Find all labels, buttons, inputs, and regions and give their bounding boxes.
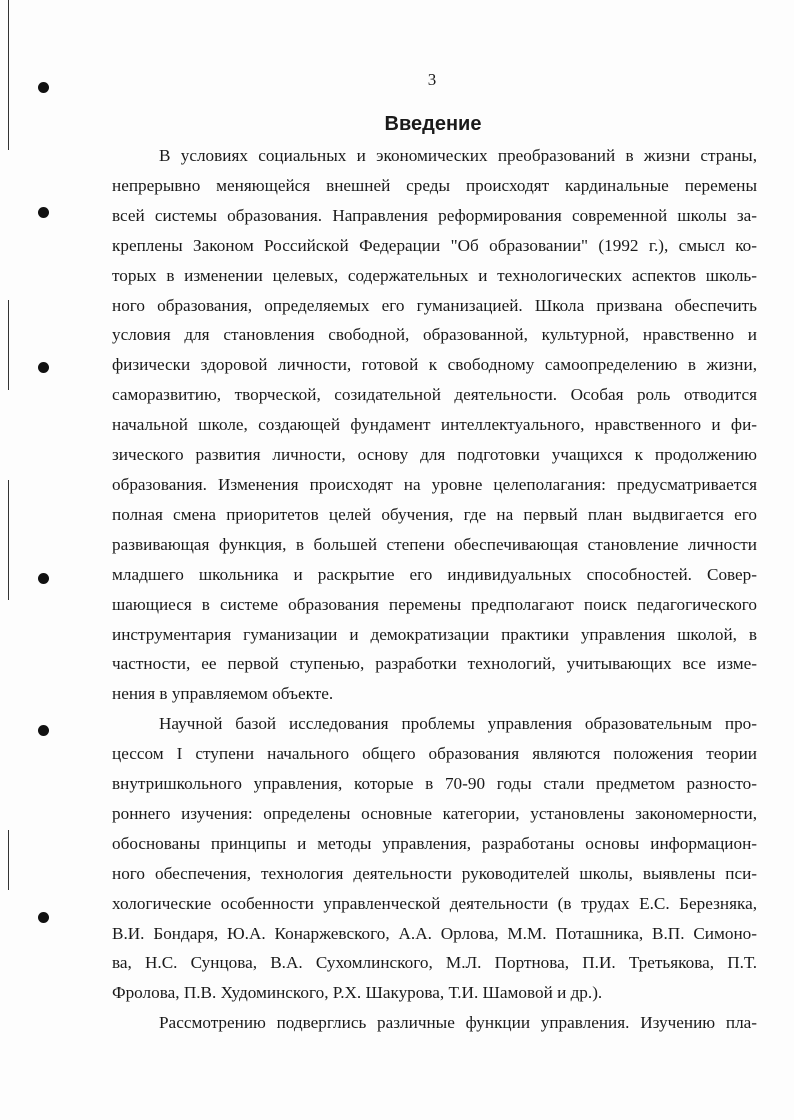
punch-hole-dot: [38, 207, 49, 218]
text-line: зического развития личности, основу для подготовки учащихся к продолжению: [112, 445, 757, 465]
text-line: частности, ее первой ступенью, разработки технологий, учитывающих все изме-: [112, 654, 757, 674]
text-line: обоснованы принципы и методы управления, разработаны основы информацион-: [112, 833, 757, 853]
text-line: хологические особенности управленческой деятельности (в трудах Е.С. Березняка,: [112, 893, 757, 913]
text-line: ного образования, определяемых его гуманизацией. Школа призвана обеспечить: [112, 295, 757, 315]
text-line: шающиеся в системе образования перемены предполагают поиск педагогического: [112, 594, 757, 614]
text-line: начальной школе, создающей фундамент интеллектуального, нравственного и фи-: [112, 415, 757, 435]
punch-hole-dot: [38, 725, 49, 736]
text-line: ва, Н.С. Сунцова, В.А. Сухомлинского, М.Л. Портнова, П.И. Третьякова, П.Т.: [112, 953, 757, 973]
text-line: внутришкольного управления, которые в 70-90 годы стали предметом разносто-: [112, 774, 757, 794]
text-line: ного обеспечения, технология деятельности руководителей школы, выявлены пси-: [112, 863, 757, 883]
scan-edge-line: [8, 300, 9, 390]
text-line: торых в изменении целевых, содержательных и технологических аспектов школь-: [112, 265, 757, 285]
text-line: цессом I ступени начального общего образования являются положения теории: [112, 744, 757, 764]
text-line: всей системы образования. Направления реформирования современной школы за-: [112, 205, 757, 225]
text-line: полная смена приоритетов целей обучения, где на первый план выдвигается его: [112, 504, 757, 524]
text-line: физически здоровой личности, готовой к свободному самоопределению в жизни,: [112, 355, 757, 375]
text-line: роннего изучения: определены основные категории, установлены закономерности,: [112, 803, 757, 823]
scan-edge-line: [8, 480, 9, 600]
text-line: образования. Изменения происходят на уровне целеполагания: предусматривается: [112, 474, 757, 494]
paragraph: [112, 141, 757, 709]
paragraph: [112, 1008, 757, 1038]
text-line: инструментария гуманизации и демократизации практики управления школой, в: [112, 624, 757, 644]
text-line: Фролова, П.В. Худоминского, Р.Х. Шакурова, Т.И. Шамовой и др.).: [112, 983, 603, 1003]
punch-hole-dot: [38, 912, 49, 923]
text-line: Рассмотрению подверглись различные функции управления. Изучению пла-: [159, 1013, 757, 1033]
page-number: 3: [427, 70, 437, 89]
page-title: Введение: [384, 113, 482, 135]
text-line: нения в управляемом объекте.: [112, 684, 334, 704]
paragraph: [112, 709, 757, 1008]
text-line: Научной базой исследования проблемы управления образовательным про-: [159, 714, 757, 734]
text-line: непрерывно меняющейся внешней среды происходят кардинальные перемены: [112, 175, 757, 195]
scan-edge-line: [8, 830, 9, 890]
punch-hole-dot: [38, 573, 49, 584]
text-line: саморазвитию, творческой, созидательной деятельности. Особая роль отводится: [112, 385, 757, 405]
text-line: креплены Законом Российской Федерации "Об образовании" (1992 г.), смысл ко-: [112, 235, 757, 255]
body-text: [112, 141, 757, 1038]
punch-hole-dot: [38, 362, 49, 373]
text-line: условия для становления свободной, образованной, культурной, нравственно и: [112, 325, 757, 345]
text-line: В.И. Бондаря, Ю.А. Конаржевского, А.А. Орлова, М.М. Поташника, В.П. Симоно-: [112, 923, 757, 943]
text-line: развивающая функция, в большей степени обеспечивающая становление личности: [112, 534, 757, 554]
text-line: младшего школьника и раскрытие его индивидуальных способностей. Совер-: [112, 564, 757, 584]
text-line: В условиях социальных и экономических преобразований в жизни страны,: [159, 146, 757, 165]
